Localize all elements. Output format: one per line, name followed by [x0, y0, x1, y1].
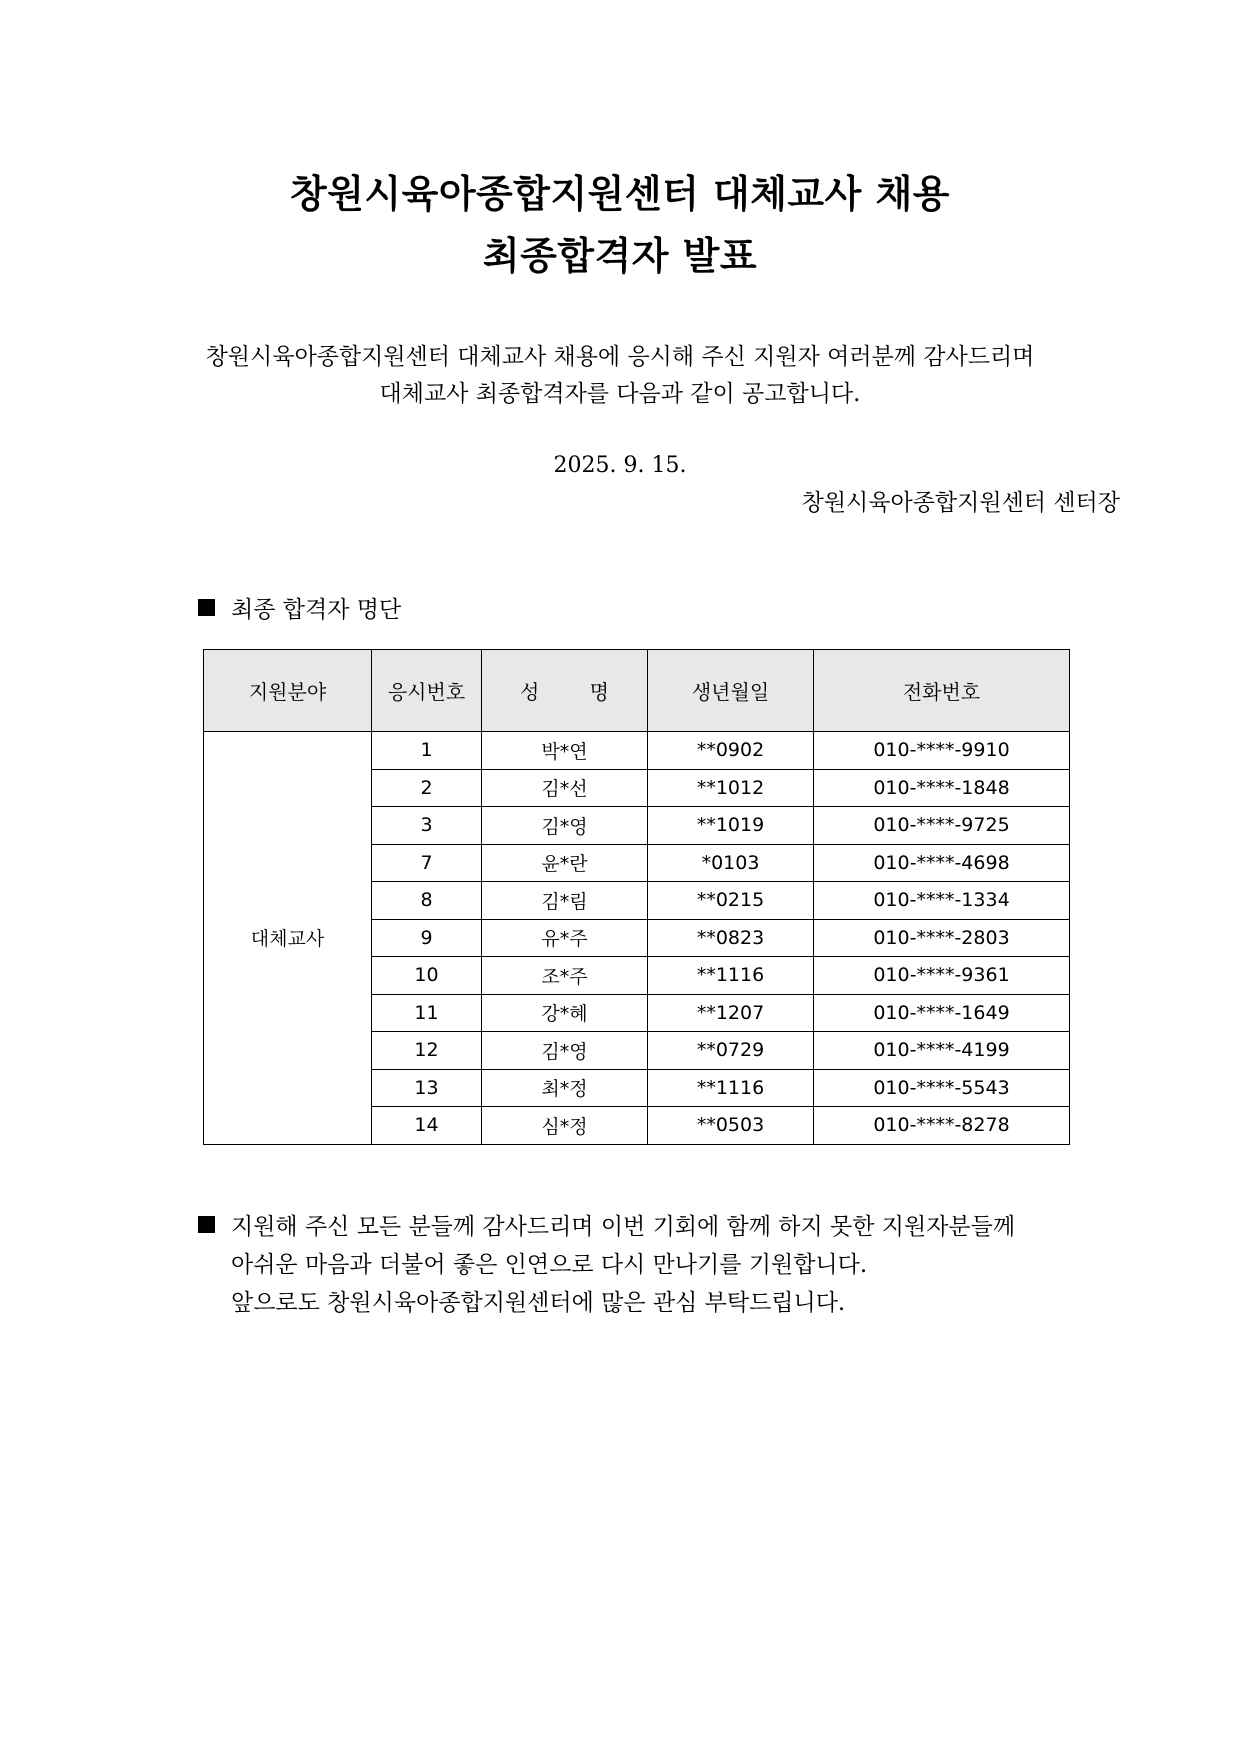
birth-cell: *0103 — [648, 844, 814, 882]
header-name: 성 명 — [482, 650, 648, 732]
phone-cell: 010-****-4698 — [814, 844, 1070, 882]
number-cell: 7 — [372, 844, 482, 882]
number-cell: 12 — [372, 1032, 482, 1070]
phone-cell: 010-****-9910 — [814, 732, 1070, 770]
phone-cell: 010-****-4199 — [814, 1032, 1070, 1070]
phone-cell: 010-****-1334 — [814, 882, 1070, 920]
closing-line1 — [198, 1212, 1015, 1242]
phone-cell: 010-****-2803 — [814, 919, 1070, 957]
header-field: 지원분야 — [204, 650, 372, 732]
table-row — [204, 732, 1070, 770]
number-cell: 14 — [372, 1107, 482, 1145]
name-cell: 박*연 — [482, 732, 648, 770]
birth-cell: **1116 — [648, 1069, 814, 1107]
birth-cell: **1019 — [648, 807, 814, 845]
closing-line1-text: 지원해 주신 모든 분들께 감사드리며 이번 기회에 함께 하지 못한 지원자분들께 — [231, 1214, 1016, 1240]
table-header-row — [204, 650, 1070, 732]
number-cell: 9 — [372, 919, 482, 957]
field-cell: 대체교사 — [204, 732, 372, 1145]
header-phone: 전화번호 — [814, 650, 1070, 732]
name-cell: 유*주 — [482, 919, 648, 957]
list-heading — [198, 595, 401, 625]
birth-cell: **1012 — [648, 769, 814, 807]
document-title-line1: 창원시육아종합지원센터 대체교사 채용 — [290, 172, 950, 216]
table-body — [204, 732, 1070, 1145]
name-cell: 윤*란 — [482, 844, 648, 882]
number-cell: 11 — [372, 994, 482, 1032]
intro-line2: 대체교사 최종합격자를 다음과 같이 공고합니다. — [379, 381, 861, 407]
birth-cell: **1116 — [648, 957, 814, 995]
number-cell: 8 — [372, 882, 482, 920]
number-cell: 1 — [372, 732, 482, 770]
announcement-date: 2025. 9. 15. — [553, 453, 687, 478]
birth-cell: **0902 — [648, 732, 814, 770]
number-cell: 13 — [372, 1069, 482, 1107]
header-number: 응시번호 — [372, 650, 482, 732]
birth-cell: **1207 — [648, 994, 814, 1032]
name-cell: 최*정 — [482, 1069, 648, 1107]
name-cell: 김*림 — [482, 882, 648, 920]
name-cell: 김*선 — [482, 769, 648, 807]
name-cell: 심*정 — [482, 1107, 648, 1145]
intro-line1: 창원시육아종합지원센터 대체교사 채용에 응시해 주신 지원자 여러분께 감사드리며 — [205, 344, 1035, 370]
name-cell: 김*영 — [482, 1032, 648, 1070]
number-cell: 3 — [372, 807, 482, 845]
number-cell: 2 — [372, 769, 482, 807]
signer: 창원시육아종합지원센터 센터장 — [801, 490, 1120, 516]
birth-cell: **0729 — [648, 1032, 814, 1070]
square-bullet-icon — [198, 1216, 215, 1233]
phone-cell: 010-****-1848 — [814, 769, 1070, 807]
phone-cell: 010-****-1649 — [814, 994, 1070, 1032]
results-table — [203, 649, 1070, 1145]
birth-cell: **0503 — [648, 1107, 814, 1145]
phone-cell: 010-****-8278 — [814, 1107, 1070, 1145]
name-cell: 김*영 — [482, 807, 648, 845]
phone-cell: 010-****-5543 — [814, 1069, 1070, 1107]
number-cell: 10 — [372, 957, 482, 995]
name-cell: 강*혜 — [482, 994, 648, 1032]
document-title-line2: 최종합격자 발표 — [482, 234, 758, 278]
closing-line2: 아쉬운 마음과 더불어 좋은 인연으로 다시 만나기를 기원합니다. — [231, 1252, 868, 1278]
square-bullet-icon — [198, 599, 215, 616]
name-cell: 조*주 — [482, 957, 648, 995]
phone-cell: 010-****-9725 — [814, 807, 1070, 845]
phone-cell: 010-****-9361 — [814, 957, 1070, 995]
closing-line3: 앞으로도 창원시육아종합지원센터에 많은 관심 부탁드립니다. — [231, 1290, 846, 1316]
birth-cell: **0215 — [648, 882, 814, 920]
list-heading-text: 최종 합격자 명단 — [231, 597, 402, 623]
header-birth: 생년월일 — [648, 650, 814, 732]
birth-cell: **0823 — [648, 919, 814, 957]
